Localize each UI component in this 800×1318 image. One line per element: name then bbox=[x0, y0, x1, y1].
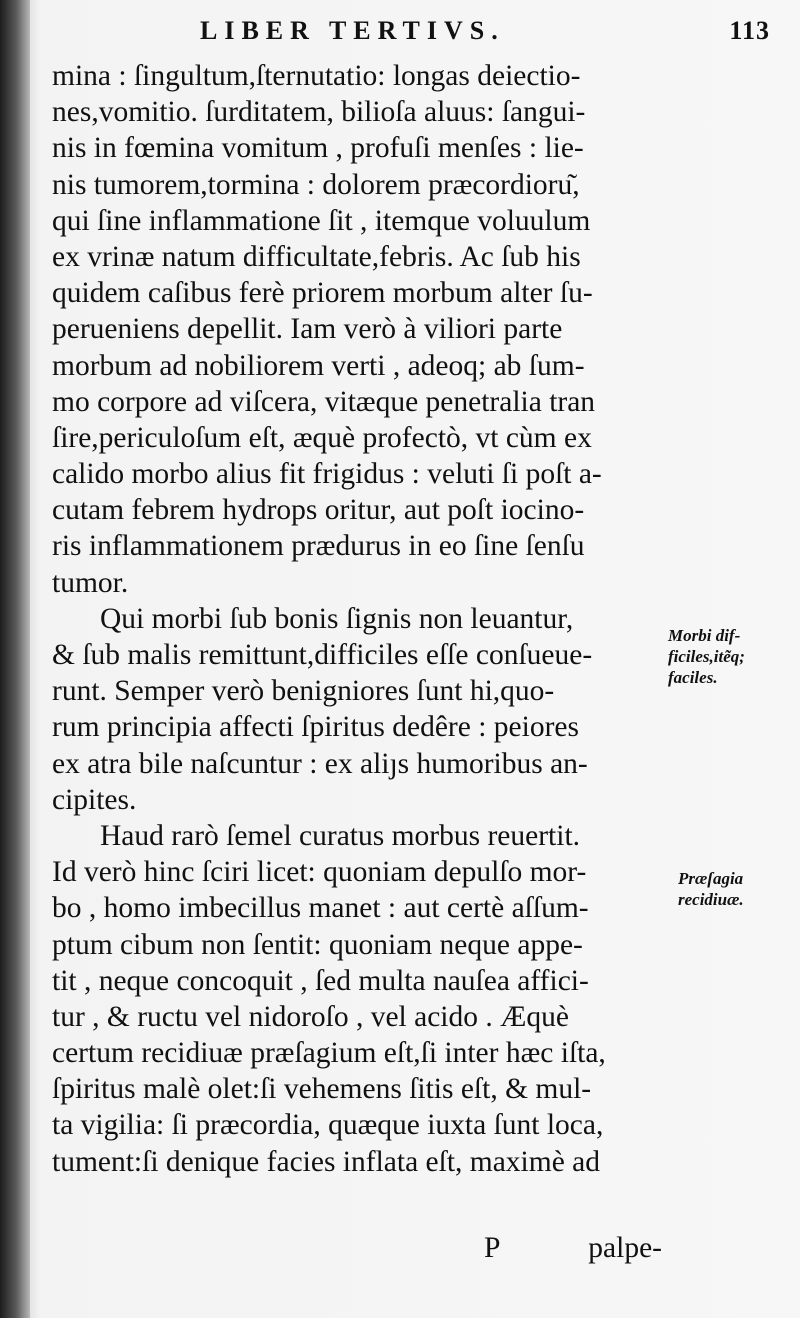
text-line: Id verò hinc ſciri licet: quoniam depulſo mor- bbox=[52, 856, 587, 889]
text-line: rum principia affecti ſpiritus dedêre : peiores bbox=[52, 711, 579, 744]
text-line: cipites. bbox=[52, 783, 137, 816]
text-line: perueniens depellit. Iam verò à viliori parte bbox=[52, 313, 563, 346]
text-line: nis tumorem,tormina : dolorem præcordioru͂, bbox=[52, 168, 580, 201]
text-line: ſire,periculoſum eſt, æquè profectò, vt cùm ex bbox=[52, 421, 592, 454]
page-header bbox=[190, 10, 770, 50]
text-line: ta vigilia: ſi præcordia, quæque iuxta ſunt loca, bbox=[52, 1109, 604, 1142]
text-line: & ſub malis remittunt,difficiles eſſe conſueue- bbox=[52, 639, 593, 671]
paragraph-start-line: Qui morbi ſub bonis ſignis non leuantur, bbox=[100, 602, 574, 635]
margin-note-relapse-signs bbox=[678, 868, 796, 910]
text-line: ptum cibum non ſentit: quoniam neque appe- bbox=[52, 928, 583, 961]
text-line: cutam febrem hydrops oritur, aut poſt iocino- bbox=[52, 494, 585, 527]
main-text-block bbox=[52, 58, 662, 1180]
text-line: runt. Semper verò benigniores ſunt hi,quo- bbox=[52, 675, 555, 708]
catchword: palpe- bbox=[588, 1232, 662, 1264]
paragraph-start-line: Haud rarò ſemel curatus morbus reuertit. bbox=[100, 819, 581, 852]
text-line: mina : ſingultum,ſternutatio: longas deiectio- bbox=[52, 60, 581, 92]
text-line: ex vrinæ natum difficultate,febris. Ac ſub his bbox=[52, 240, 581, 273]
page-footer bbox=[52, 1232, 662, 1272]
signature-mark: P bbox=[484, 1232, 501, 1264]
text-line: tumor. bbox=[52, 566, 129, 599]
margin-note-line: Præſagia bbox=[678, 869, 744, 888]
margin-note-line: ficiles,itẽq; bbox=[668, 647, 745, 666]
running-head: LIBER TERTIVS. bbox=[200, 16, 505, 45]
text-line: ris inflammationem prædurus in eo ſine ſenſu bbox=[52, 530, 585, 563]
text-line: tur , & ructu vel nidoroſo , vel acido . Æquè bbox=[52, 1000, 569, 1033]
text-line: tument:ſi denique facies inflata eſt, maximè ad bbox=[52, 1145, 601, 1178]
text-line: ſpiritus malè olet:ſi vehemens ſitis eſt, & mul- bbox=[52, 1073, 592, 1106]
text-line: tit , neque concoquit , ſed multa nauſea affici- bbox=[52, 964, 589, 997]
margin-note-difficult-diseases bbox=[668, 625, 793, 688]
text-line: qui ſine inflammatione ſit , itemque voluulum bbox=[52, 204, 591, 237]
margin-note-line: Morbi dif- bbox=[668, 626, 741, 645]
text-line: mo corpore ad viſcera, vitæque penetralia tran bbox=[52, 385, 596, 418]
text-line: nes,vomitio. ſurditatem, bilioſa aluus: ſangui- bbox=[52, 96, 586, 129]
text-line: bo , homo imbecillus manet : aut certè aſſum- bbox=[52, 892, 589, 925]
page-gutter-shadow bbox=[0, 0, 30, 1318]
text-line: quidem caſibus ferè priorem morbum alter ſu- bbox=[52, 277, 593, 310]
margin-note-line: faciles. bbox=[668, 668, 718, 687]
text-line: certum recidiuæ præſagium eſt,ſi inter hæc iſta, bbox=[52, 1037, 606, 1070]
text-line: morbum ad nobiliorem verti , adeoq; ab ſum- bbox=[52, 349, 585, 382]
page-number: 113 bbox=[729, 16, 770, 45]
text-line: nis in fœmina vomitum , profuſi menſes : lie- bbox=[52, 132, 584, 165]
text-line: ex atra bile naſcuntur : ex aliȷs humoribus an- bbox=[52, 747, 588, 780]
margin-note-line: recidiuæ. bbox=[678, 890, 744, 909]
text-line: calido morbo alius fit frigidus : veluti ſi poſt a- bbox=[52, 458, 602, 491]
